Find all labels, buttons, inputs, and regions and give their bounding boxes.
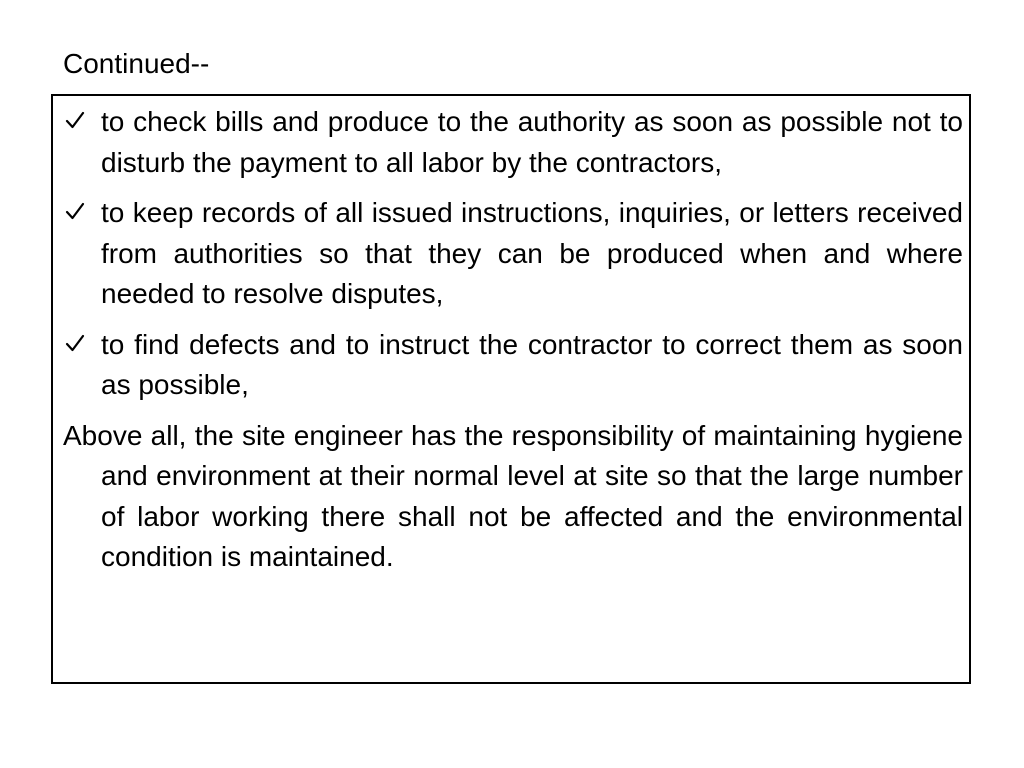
bullet-item (63, 325, 963, 406)
slide-title: Continued-- (63, 48, 210, 79)
closing-paragraph: Above all, the site engineer has the responsibility of maintaining hygiene and environment at their normal level at site so that the large number of labor working there shall not be affected and the environmental condition is maintained. (63, 419, 963, 572)
checkmark-icon (65, 193, 91, 233)
checkmark-icon (65, 325, 91, 365)
content-box (51, 94, 971, 684)
bullet-text: to check bills and produce to the authority as soon as possible not to disturb the payment to all labor by the contractors, (101, 106, 963, 178)
bullet-list (63, 102, 963, 578)
bullet-item (63, 193, 963, 315)
bullet-text: to keep records of all issued instructions, inquiries, or letters received from authorities so that they can be produced when and where needed to resolve disputes, (101, 197, 963, 309)
bullet-item (63, 102, 963, 183)
closing-paragraph-item (63, 416, 963, 578)
bullet-text: to find defects and to instruct the contractor to correct them as soon as possible, (101, 328, 963, 400)
checkmark-icon (65, 102, 91, 142)
